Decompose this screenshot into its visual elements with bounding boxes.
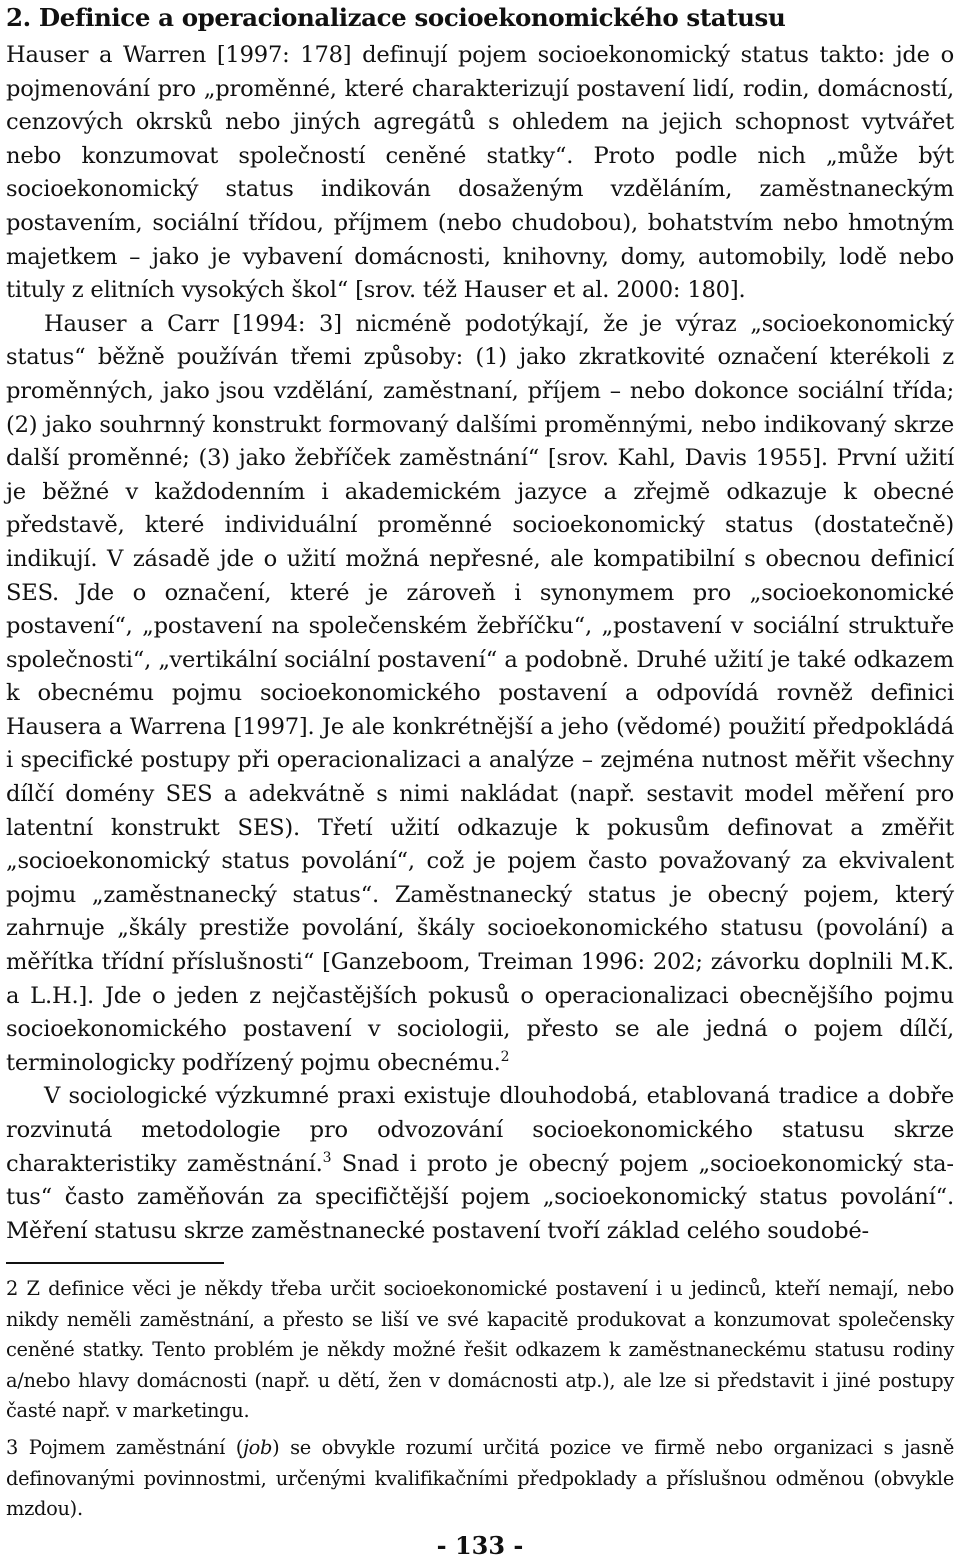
section-heading: 2. Definice a operacionalizace socioekonomického statusu	[6, 3, 786, 32]
footnote-3	[6, 1433, 954, 1524]
paragraph-3-text-a: V sociologické výzkumné praxi existuje dlouhodobá, etablovaná tradice a dobře rozvinutá metodologie pro odvozování socioekonomického statusu skrze charakteristiky zaměstnání.	[6, 1083, 954, 1177]
footnote-3-text-a: Pojmem zaměstnání (	[28, 1436, 243, 1460]
paragraph-2-text: Hauser a Carr [1994: 3] nicméně podotýkají, že je výraz „socioekonomický status“ běžně používán třemi způsoby: (1) jako zkratkovité označení kterékoli z proměnných, jako jsou vzdělání, zaměstnaní, příjem – nebo dokonce sociální třída; (2) jako souhrnný konstrukt formovaný dalšími proměnnými, nebo indikovaný skrze další proměnné; (3) jako žebříček zaměstnání“ [srov. Kahl, Davis 1955]. První užití je běžné v každodenním i akademickém jazyce a zřejmě odkazuje k obecné představě, které individuální proměnné socioekonomický status (dostatečně) indikují. V zásadě jde o užití možná nepřesné, ale kompatibilní s obecnou definicí SES. Jde o označení, které je zároveň i synonymem pro „socioekonomické postavení“, „postavení na společenském žebříčku“, „postavení v sociální struktuře společnosti“, „vertikální sociální postavení“ a podobně. Druhé užití je také odkazem k obecnému pojmu socioekonomického postavení a odpovídá rovněž definici Hausera a Warrena [1997]. Je ale konkrétnější a jeho (vědomé) použití předpokládá i specifické postupy při operacionalizaci a analýze – zejména nutnost měřit všechny dílčí domény SES a adekvátně s nimi nakládat (např. sestavit model měření pro latentní konstrukt SES). Třetí užití odkazuje k pokusům definovat a změřit „socioekonomický status povolání“, což je pojem často považovaný za ekvivalent pojmu „zaměstnanecký status“. Zaměstnanecký status je obecný pojem, který zahrnuje „škály prestiže povolání, škály socioekonomického statusu (povolání) a měřítka třídní příslušnosti“ [Ganzeboom, Treiman 1996: 202; závorku doplnili M.K. a L.H.]. Jde o jeden z nejčastějších pokusů o operacionalizaci obecnějšího pojmu socioekonomického postavení v sociologii, přesto se ale jedná o pojem dílčí, terminologicky podřízený pojmu obecnému.	[6, 310, 954, 1076]
footnote-2-text: Z definice věci je někdy třeba určit socioekonomické postavení i u jedinců, kteří nemají, nebo nikdy neměli zaměstnání, a přesto se liší ve své kapacitě produkovat a konzumovat společensky ceněné statky. Tento problém je někdy možné řešit odkazem k zaměstnaneckému statusu rodiny a/nebo hlavy domácnosti (např. u dětí, žen v domácnosti atp.), ale lze si představit i jiné postupy časté např. v marketingu.	[6, 1277, 954, 1422]
document-page	[6, 0, 954, 1532]
footnote-3-text-b: ) se obvykle rozumí určitá pozice ve firmě nebo organizaci s jasně definovanými povinnostmi, určenými kvalifikačními předpoklady a příslušnou odměnou (obvykle mzdou).	[6, 1436, 954, 1521]
footnote-2	[6, 1274, 954, 1426]
footnote-divider	[6, 1262, 224, 1264]
paragraph-3-text-b: Snad i proto je obecný pojem „socioekonomický status“ často zaměňován za specifičtější pojem „socioekonomický status povolání“. Měření statusu skrze zaměstnanecké postavení tvoří základ celého soudobé-	[6, 1150, 954, 1244]
footnote-3-number: 3	[6, 1436, 19, 1460]
body-text	[6, 39, 954, 1248]
footnote-ref-3[interactable]: 3	[322, 1149, 332, 1166]
page-number: - 133 -	[436, 1531, 524, 1560]
paragraph-2	[6, 308, 954, 1081]
paragraph-1: Hauser a Warren [1997: 178] definují pojem socioekonomický status takto: jde o pojmenování pro „proměnné, které charakterizují postavení lidí, rodin, domácností, cenzových okrsků nebo jiných agregátů s ohledem na jejich schopnost vytvářet nebo konzumovat společností ceněné statky“. Proto podle nich „může být socioekonomický status indikován dosaženým vzděláním, zaměstnaneckým postavením, sociální třídou, příjmem (nebo chudobou), bohatstvím nebo hmotným majetkem – jako je vybavení domácnosti, knihovny, domy, automobily, lodě nebo tituly z elitních vysokých škol“ [srov. též Hauser et al. 2000: 180].	[6, 42, 954, 304]
paragraph-3	[6, 1080, 954, 1248]
footnote-ref-2[interactable]: 2	[500, 1048, 510, 1065]
footnotes	[6, 1274, 954, 1524]
footnote-3-term: job	[242, 1436, 273, 1460]
footnote-2-number: 2	[6, 1277, 19, 1301]
